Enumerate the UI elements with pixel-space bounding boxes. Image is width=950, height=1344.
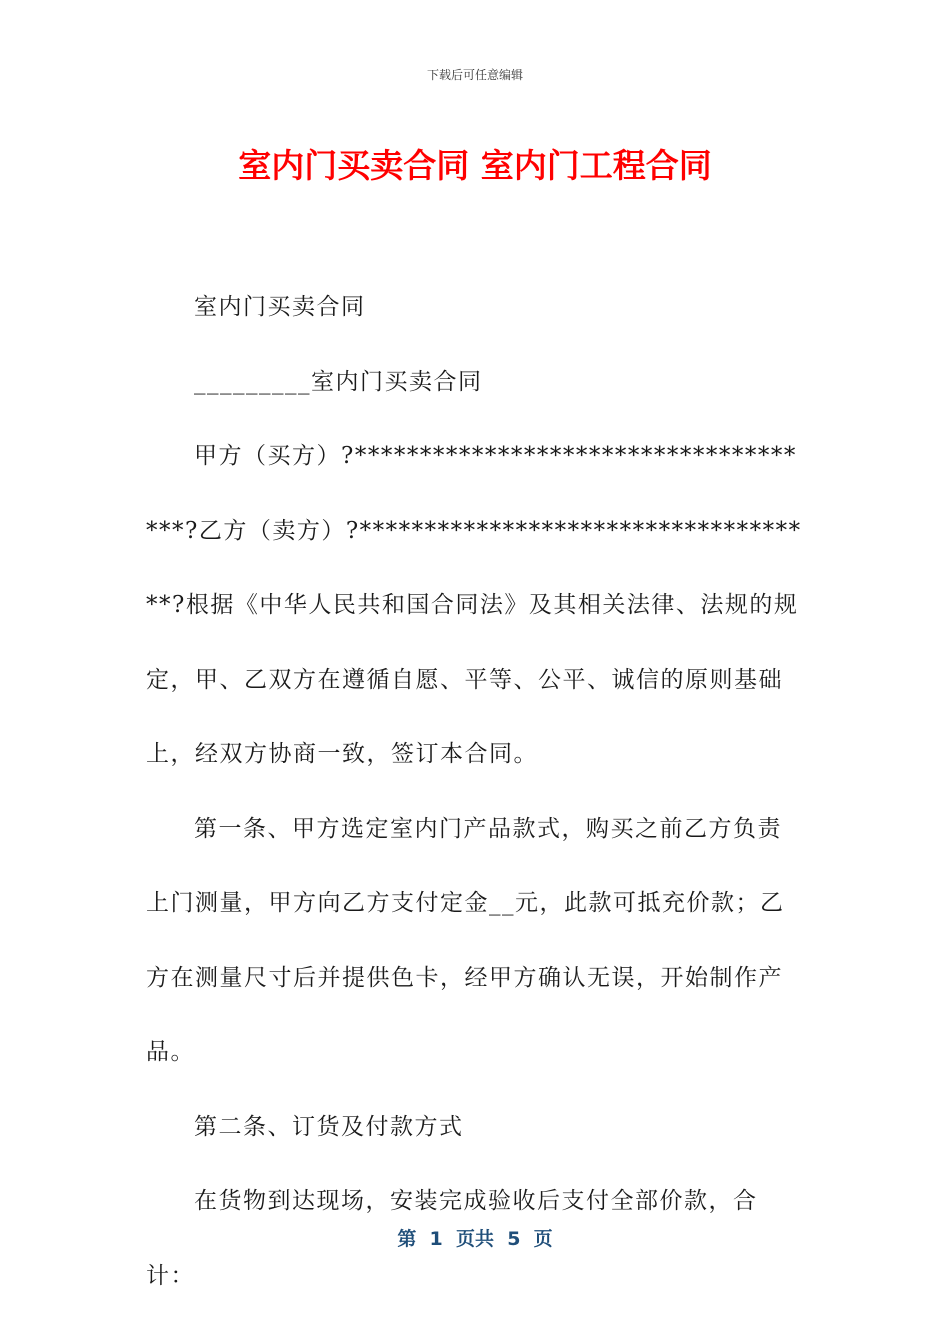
document-body xyxy=(146,270,806,1313)
paragraph-article-2-heading: 第二条、订货及付款方式 xyxy=(194,1113,464,1140)
paragraph-article-1: 第一条、甲方选定室内门产品款式，购买之前乙方负责上门测量，甲方向乙方支付定金__元，此款可抵充价款；乙方在测量尺寸后并提供色卡，经甲方确认无误，开始制作产品。 xyxy=(146,815,785,1065)
header-note: 下载后可任意编辑 xyxy=(426,68,523,82)
paragraph-payment: 在货物到达现场，安装完成验收后支付全部价款，合计： xyxy=(146,1188,758,1289)
paragraph-parties: 甲方（买方）?*************************************?乙方（卖方）?************************************?根据《中华人民共和国合同法》及其相关法律、法规的规定，甲、乙双方在遵循自愿、平等、公平、诚信的原则基础上，经双方协商一致，签订本合同。 xyxy=(146,443,802,767)
page-number-footer: 第 1 页共 5 页 xyxy=(397,1228,553,1250)
paragraph-contract-name: 室内门买卖合同 xyxy=(194,294,366,320)
document-title: 室内门买卖合同 室内门工程合同 xyxy=(238,146,712,185)
paragraph-contract-blank-name: _________室内门买卖合同 xyxy=(194,368,483,395)
